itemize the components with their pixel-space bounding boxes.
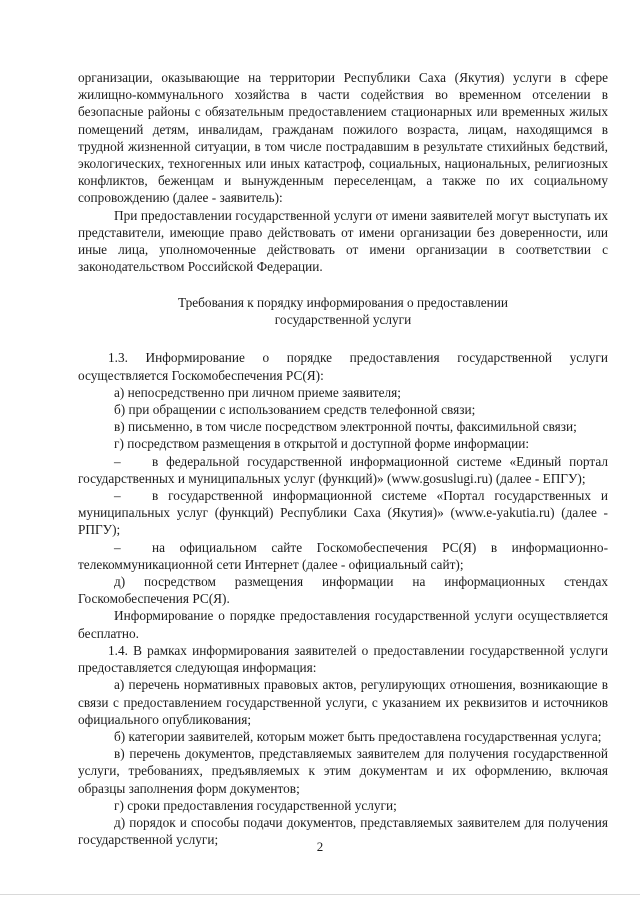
- dash-marker: –: [114, 488, 121, 504]
- document-body: [78, 69, 608, 848]
- clause-1-4-item-a: а) перечень нормативных правовых актов, регулирующих отношения, возникающие в связи с предоставлением государственной услуги, с указанием их реквизитов и источников официального опубликования;: [78, 677, 608, 727]
- page-bottom-divider: [0, 894, 640, 895]
- clause-1-4-item-g: г) сроки предоставления государственной услуги;: [114, 797, 397, 813]
- intro-paragraph-2: При предоставлении государственной услуги от имени заявителей могут выступать их представители, имеющие право действовать от имени организации без доверенности, или иные лица, уполномоченные действовать от имени организации в соответствии с законодательством Российской Федерации.: [78, 207, 608, 275]
- clause-1-3-free-note: Информирование о порядке предоставления государственной услуги осуществляется бесплатно.: [78, 608, 608, 641]
- dash-item-text: на официальном сайте Госкомобеспечения РС(Я) в информационно-телекоммуникационной сети Интернет (далее - официальный сайт);: [78, 539, 608, 572]
- clause-1-3: 1.3. Информирование о порядке предоставления государственной услуги осуществляется Госкомобеспечения РС(Я):: [78, 350, 608, 383]
- clause-1-4-item-d: д) порядок и способы подачи документов, представляемых заявителем для получения государственной услуги;: [78, 814, 608, 848]
- clause-1-4: 1.4. В рамках информирования заявителей о предоставлении государственной услуги предоставляется следующая информация:: [78, 642, 608, 676]
- intro-paragraph-1: организации, оказывающие на территории Республики Саха (Якутия) услуги в сфере жилищно-коммунального хозяйства в части содействия во временном отселении в безопасные районы с обязательным предоставлением стационарных или временных жилых помещений детям, инвалидам, гражданам пожилого возраста, лицам, находящимся в трудной жизненной ситуации, в том числе пострадавшим в результате стихийных бедствий, экологических, техногенных или иных катастроф, социальных, национальных, религиозных конфликтов, беженцам и вынужденным переселенцам, а также по их социальному сопровождению (далее - заявитель):: [78, 70, 608, 206]
- section-heading-line-2: государственной услуги: [274, 312, 412, 328]
- clause-1-3-item-g: г) посредством размещения в открытой и доступной форме информации:: [114, 436, 530, 452]
- clause-1-3-item-v: в) письменно, в том числе посредством электронной почты, факсимильной связи;: [114, 419, 577, 435]
- clause-1-3-item-b: б) при обращении с использованием средств телефонной связи;: [114, 402, 476, 418]
- section-heading: [88, 294, 598, 328]
- dash-marker: –: [114, 453, 121, 469]
- clause-1-3-g-dash-item-3: [78, 539, 608, 573]
- clause-1-3-g-dash-item-1: [78, 453, 608, 487]
- clause-1-4-item-v: в) перечень документов, представляемых заявителем для получения государственной услуги, требованиях, предъявляемых к этим документам и их оформлению, включая образцы заполнения форм документов;: [78, 746, 608, 796]
- section-heading-line-1: Требования к порядку информирования о предоставлении: [178, 295, 508, 311]
- page-number: 2: [316, 839, 324, 854]
- clause-1-3-g-dash-item-2: [78, 487, 608, 539]
- dash-marker: –: [114, 539, 121, 555]
- dash-item-text: в федеральной государственной информационной системе «Единый портал государственных и муниципальных услуг (функций)» (www.gosuslugi.ru) (далее - ЕПГУ);: [78, 453, 608, 486]
- clause-1-3-item-d: д) посредством размещения информации на информационных стендах Госкомобеспечения РС(Я).: [78, 574, 608, 607]
- dash-item-text: в государственной информационной системе «Портал государственных и муниципальных услуг (функций) Республики Саха (Якутия)» (www.e-yakutia.ru) (далее - РПГУ);: [78, 488, 608, 538]
- clause-1-4-item-b: б) категории заявителей, которым может быть предоставлена государственная услуга;: [114, 728, 602, 744]
- clause-1-3-item-a: а) непосредственно при личном приеме заявителя;: [114, 384, 401, 400]
